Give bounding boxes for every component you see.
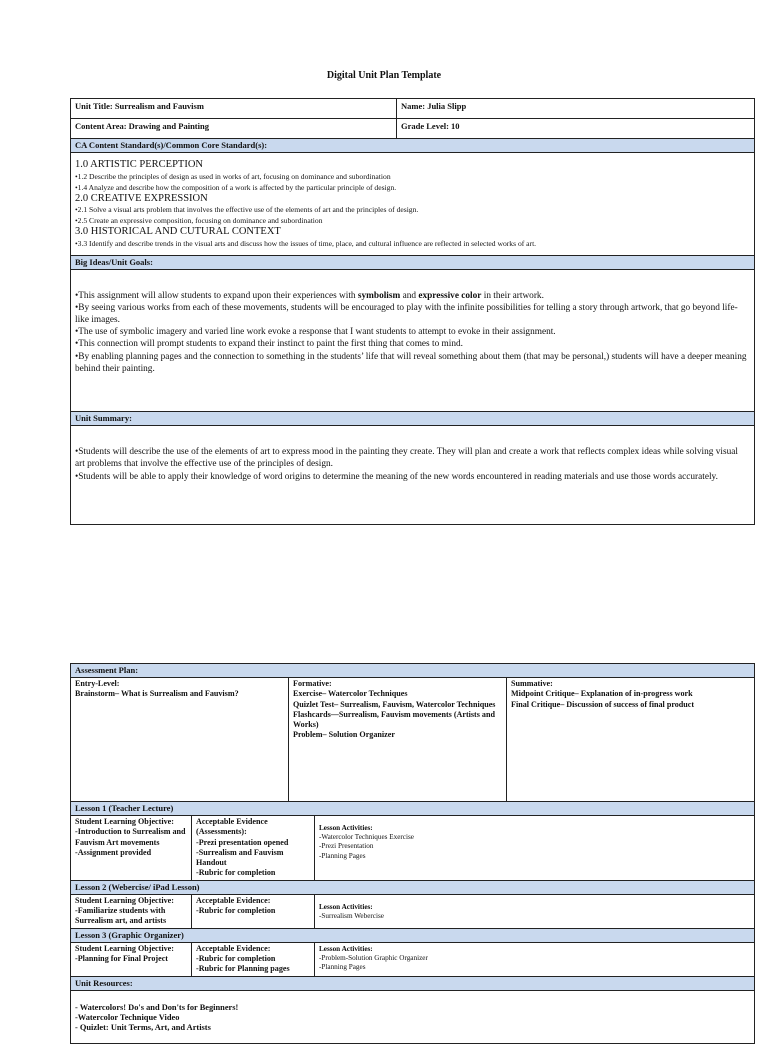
standard-line: 1.0 ARTISTIC PERCEPTION xyxy=(75,159,204,170)
standard-line: •3.3 Identify and describe trends in the visual arts and discuss how the issues of time, place, and cultural influence are reflected in selected works of art. xyxy=(75,238,537,248)
big-ideas-heading: Big Ideas/Unit Goals: xyxy=(71,255,755,269)
lesson-1-evidence: Acceptable Evidence (Assessments): -Prezi presentation opened -Surrealism and Fauvism Handout -Rubric for completion xyxy=(192,816,315,881)
standards-heading: CA Content Standard(s)/Common Core Standard(s): xyxy=(71,139,755,153)
entry-level-label: Entry-Level: xyxy=(75,679,120,688)
formative-item: Problem– Solution Organizer xyxy=(293,730,395,740)
unit-summary-body xyxy=(71,425,755,524)
goal-item: •This assignment will allow students to expand upon their experiences with symbolism and expressive color in their artwork. xyxy=(75,290,544,301)
lesson-2-heading: Lesson 2 (Webercise/ iPad Lesson) xyxy=(71,880,755,894)
summary-item: •Students will describe the use of the elements of art to express mood in the painting they create. They will plan and create a work that reflects complex ideas while solving visual art problems that involve the effective use of the principles of design. xyxy=(75,446,738,469)
lesson-2-objective: Student Learning Objective: -Familiarize students with Surrealism art, and artists xyxy=(71,894,192,928)
lesson-2-evidence: Acceptable Evidence: -Rubric for completion xyxy=(192,894,315,928)
assessment-table xyxy=(70,663,755,803)
author-name: Name: Julia Slipp xyxy=(397,99,755,119)
goal-item: •By enabling planning pages and the connection to something in the students’ life that will reveal something about them (that may be personal,) students will have a deeper meaning behind their painting. xyxy=(75,351,747,374)
formative-item: Exercise– Watercolor Techniques xyxy=(293,689,408,699)
entry-level-cell xyxy=(71,678,289,803)
standard-line: •2.5 Create an expressive composition, focusing on dominance and subordination xyxy=(75,216,323,225)
unit-info-table xyxy=(70,98,755,525)
standard-line: •1.4 Analyze and describe how the composition of a work is affected by the particular principle of design. xyxy=(75,182,397,192)
formative-item: Quizlet Test– Surrealism, Fauvism, Watercolor Techniques xyxy=(293,699,496,709)
unit-resources-heading: Unit Resources: xyxy=(71,976,755,990)
lesson-2-activities: Lesson Activities: -Surrealism Webercise xyxy=(315,894,755,928)
assessment-heading: Assessment Plan: xyxy=(71,664,755,678)
big-ideas-body xyxy=(71,269,755,411)
lesson-1-objective: Student Learning Objective: -Introduction to Surrealism and Fauvism Art movements -Assignment provided xyxy=(71,816,192,881)
summary-item: •Students will be able to apply their knowledge of word origins to determine the meaning of the new words encountered in reading materials and use those words accurately. xyxy=(75,471,718,482)
unit-title: Unit Title: Surrealism and Fauvism xyxy=(71,99,397,119)
lesson-3-evidence: Acceptable Evidence: -Rubric for completion -Rubric for Planning pages xyxy=(192,942,315,976)
standards-body xyxy=(71,153,755,256)
resource-item: -Watercolor Technique Video xyxy=(75,1012,180,1022)
grade-level: Grade Level: 10 xyxy=(397,119,755,139)
lessons-table xyxy=(70,801,755,1044)
standard-line: •2.1 Solve a visual arts problem that involves the effective use of the elements of art and the principles of design. xyxy=(75,205,419,214)
content-area: Content Area: Drawing and Painting xyxy=(71,119,397,139)
resource-item: - Quizlet: Unit Terms, Art, and Artists xyxy=(75,1023,211,1033)
unit-summary-heading: Unit Summary: xyxy=(71,411,755,425)
summative-label: Summative: xyxy=(511,679,553,688)
goal-item: •By seeing various works from each of these movements, students will be encouraged to play with the infinite possibilities for telling a story through artwork, that go beyond life-like images. xyxy=(75,302,738,325)
lesson-3-objective: Student Learning Objective: -Planning for Final Project xyxy=(71,942,192,976)
lesson-1-heading: Lesson 1 (Teacher Lecture) xyxy=(71,802,755,816)
lesson-3-activities: Lesson Activities: -Problem-Solution Graphic Organizer -Planning Pages xyxy=(315,942,755,976)
standard-line: 3.0 HISTORICAL AND CUTURAL CONTEXT xyxy=(75,226,281,237)
formative-label: Formative: xyxy=(293,679,332,688)
formative-item: Flashcards—Surrealism, Fauvism movements (Artists and Works) xyxy=(293,709,495,730)
unit-resources-body xyxy=(71,990,755,1043)
summative-item: Midpoint Critique– Explanation of in-progress work xyxy=(511,689,693,699)
lesson-1-activities: Lesson Activities: -Watercolor Techniques Exercise -Prezi Presentation -Planning Pages xyxy=(315,816,755,881)
resource-item: - Watercolors! Do's and Don'ts for Beginners! xyxy=(75,1002,239,1012)
summative-cell xyxy=(507,678,755,803)
goal-item: •The use of symbolic imagery and varied line work evoke a response that I want students to attempt to evoke in their assignment. xyxy=(75,327,556,338)
standard-line: 2.0 CREATIVE EXPRESSION xyxy=(75,192,208,204)
document-title: Digital Unit Plan Template xyxy=(326,70,442,81)
lesson-3-heading: Lesson 3 (Graphic Organizer) xyxy=(71,928,755,942)
standard-line: •1.2 Describe the principles of design as used in works of art, focusing on dominance and subordination xyxy=(75,171,391,181)
summative-item: Final Critique– Discussion of success of final product xyxy=(511,699,695,709)
formative-cell xyxy=(289,678,507,803)
entry-level-text: Brainstorm– What is Surrealism and Fauvism? xyxy=(75,689,239,699)
goal-item: •This connection will prompt students to expand their instinct to paint the first thing that comes to mind. xyxy=(75,339,463,350)
